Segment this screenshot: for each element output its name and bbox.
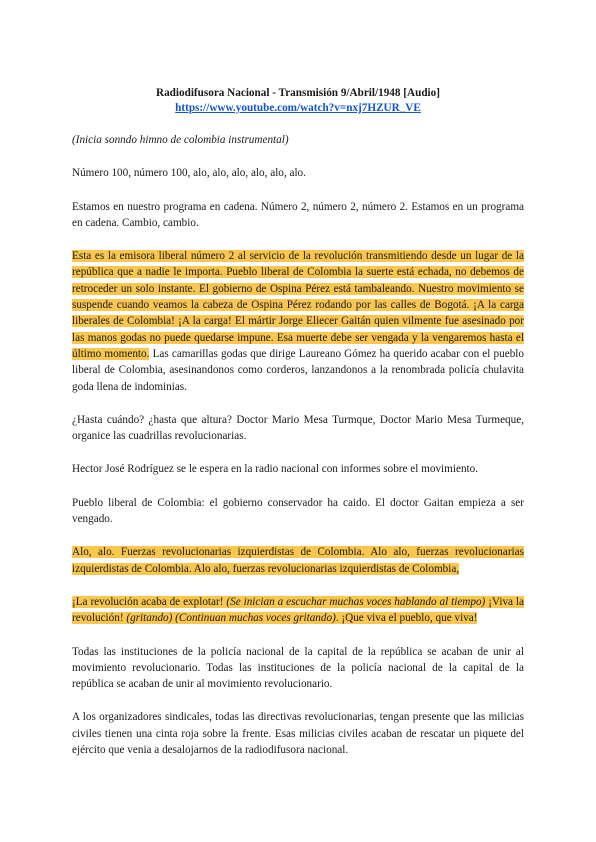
paragraph: Número 100, número 100, alo, alo, alo, alo, alo, alo. <box>72 167 306 180</box>
paragraph: Pueblo liberal de Colombia: el gobierno conservador ha caido. El doctor Gaitan empieza a ser vengado. <box>72 496 524 526</box>
document-title: Radiodifusora Nacional - Transmisión 9/Abril/1948 [Audio] <box>156 87 440 99</box>
highlighted-text: ¡Viva la revolución! <box>72 595 525 625</box>
paragraph: Hector José Rodríguez se le espera en la radio nacional con informes sobre el movimiento. <box>72 463 479 476</box>
paragraph-text: Las camarillas godas que dirige Laureano Gómez ha querido acabar con el pueblo liberal de Colombia, asesinandonos como corderos, lanzandonos a la renombrada policía chulavita goda llena de indominias. <box>72 347 524 393</box>
paragraph: A los organizadores sindicales, todas las directivas revolucionarias, tengan presente que las milicias civiles tienen una cinta roja sobre la frente. Esas milicias civiles acaban de rescatar un piquete del ejército que venia a desalojarnos de la radiodifusora nacional. <box>72 711 524 757</box>
highlighted-text: Alo, alo. Fuerzas revolucionarias izquierdistas de Colombia. Alo alo, fuerzas revolucionarias izquierdistas de Colombia. Alo alo, fuerzas revolucionarias izquierdistas de Colombia, <box>72 546 524 575</box>
paragraph-highlighted <box>72 248 524 395</box>
paragraph-highlighted <box>72 594 524 627</box>
paragraph: ¿Hasta cuándo? ¿hasta que altura? Doctor Mario Mesa Turmque, Doctor Mario Mesa Turmeque, organice las cuadrillas revolucionarias. <box>72 413 524 443</box>
stage-direction: (gritando) (Continuan muchas voces gritando) <box>126 612 336 625</box>
paragraph: Estamos en nuestro programa en cadena. Número 2, número 2, número 2. Estamos en un programa en cadena. Cambio, cambio. <box>72 200 524 229</box>
document-page <box>72 86 524 758</box>
highlighted-text: . ¡Que viva el pueblo, que viva! <box>335 612 478 625</box>
highlighted-text: ¡La revolución acaba de explotar! <box>72 595 227 608</box>
paragraph: Todas las instituciones de la policía nacional de la capital de la república se acaban de unir al movimiento revolucionario. Todas las instituciones de la policía nacional de la capital de la república se acaban de unir al movimiento revolucionario. <box>72 645 524 691</box>
stage-direction: (Inicia sonndo himno de colombia instrumental) <box>72 134 289 146</box>
paragraph-highlighted <box>72 544 524 577</box>
audio-link[interactable]: https://www.youtube.com/watch?v=nxj7HZUR_VE <box>175 102 421 114</box>
stage-direction: (Se inician a escuchar muchas voces hablando al tiempo) <box>226 595 486 608</box>
highlighted-text: Esta es la emisora liberal número 2 al servicio de la revolución transmitiendo desde un lugar de la república que a nadie le importa. Pueblo liberal de Colombia la suerte está echada, no debemos de retroceder un solo instante. El gobierno de Ospina Pérez está tambaleando. Nuestro movimiento se suspende cuando veamos la cabeza de Ospina Pérez rodando por las calles de Bogotá. ¡A la carga liberales de Colombia! ¡A la carga! El mártir Jorge Eliecer Gaitán quien vilmente fue asesinado por las manos godas no puede quedarse impune. Esa muerte debe ser vengada y la vengaremos hasta el último momento. <box>72 250 524 360</box>
